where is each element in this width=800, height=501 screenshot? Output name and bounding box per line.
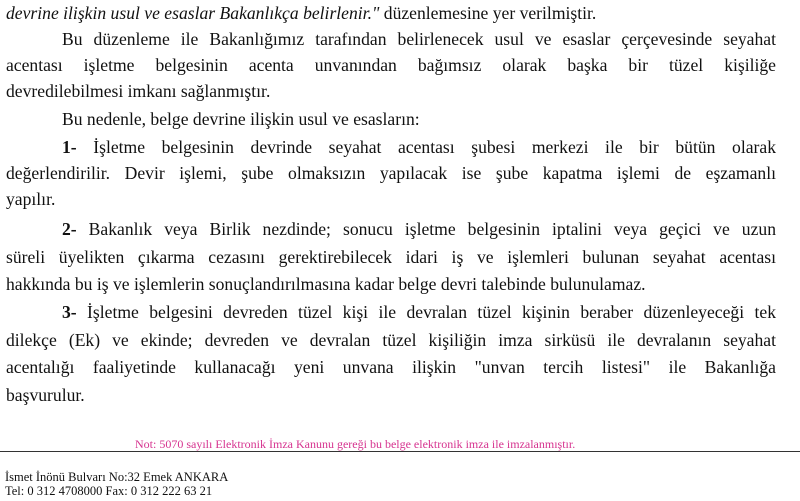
list-number-1: 1- [62, 137, 77, 157]
list-item-2 [62, 218, 776, 240]
text-line-2: Bu düzenleme ile Bakanlığımız tarafından belirlenecek usul ve esaslar çerçevesinde seyahat [62, 29, 776, 49]
e-signature-notice: Not: 5070 sayılı Elektronik İmza Kanunu gereği bu belge elektronik imza ile imzalanmıştır. [135, 437, 576, 451]
text-line-11: hakkında bu iş ve işlemlerin sonuçlandırılmasına kadar belge devri talebinde bulunulamaz. [6, 274, 646, 294]
list-item-3-text: İşletme belgesini devreden tüzel kişi ile devralan tüzel kişinin beraber düzenleyeceği tek [76, 302, 776, 322]
list-number-2: 2- [62, 219, 77, 239]
list-item-2-text: Bakanlık veya Birlik nezdinde; sonucu işletme belgesinin iptalini veya geçici ve uzun [76, 219, 776, 239]
list-number-3: 3- [62, 302, 77, 322]
text-line-7: değerlendirilir. Devir işlemi, şube olmaksızın yapılacak ise şube kapatma işlemi de eşzamanlı [6, 163, 776, 183]
quote-end: devrine ilişkin usul ve esaslar Bakanlıkça belirlenir." [6, 3, 380, 23]
list-item-3 [62, 301, 776, 323]
text-line-1 [6, 2, 776, 24]
text-line-14: acentalığı faaliyetinde kullanacağı yeni unvana ilişkin "unvan tercih listesi" ile Bakanlığa [6, 357, 776, 377]
text-line-1-rest: düzenlemesine yer verilmiştir. [379, 3, 597, 23]
text-line-3: acentası işletme belgesinin acenta unvanından bağımsız olarak başka bir tüzel kişiliğe [6, 55, 776, 75]
list-item-1-text: İşletme belgesinin devrinde seyahat acentası şubesi merkezi ile bir bütün olarak [76, 137, 776, 157]
text-line-10: süreli üyelikten çıkarma cezasını gerektirebilecek idari iş ve işlemleri bulunan seyahat acentası [6, 247, 776, 267]
text-line-4: devredilebilmesi imkanı sağlanmıştır. [6, 81, 271, 101]
list-item-1 [62, 136, 776, 158]
text-line-13: dilekçe (Ek) ve ekinde; devreden ve devralan tüzel kişiliğin imza sirküsü ile devralanın seyahat [6, 330, 776, 350]
footer-phone: Tel: 0 312 4708000 Fax: 0 312 222 63 21 [5, 484, 213, 498]
footer-divider [0, 451, 800, 452]
footer-address: İsmet İnönü Bulvarı No:32 Emek ANKARA [5, 470, 229, 484]
text-line-8: yapılır. [6, 189, 56, 209]
text-line-15: başvurulur. [6, 385, 85, 405]
text-line-5: Bu nedenle, belge devrine ilişkin usul ve esasların: [62, 109, 420, 129]
